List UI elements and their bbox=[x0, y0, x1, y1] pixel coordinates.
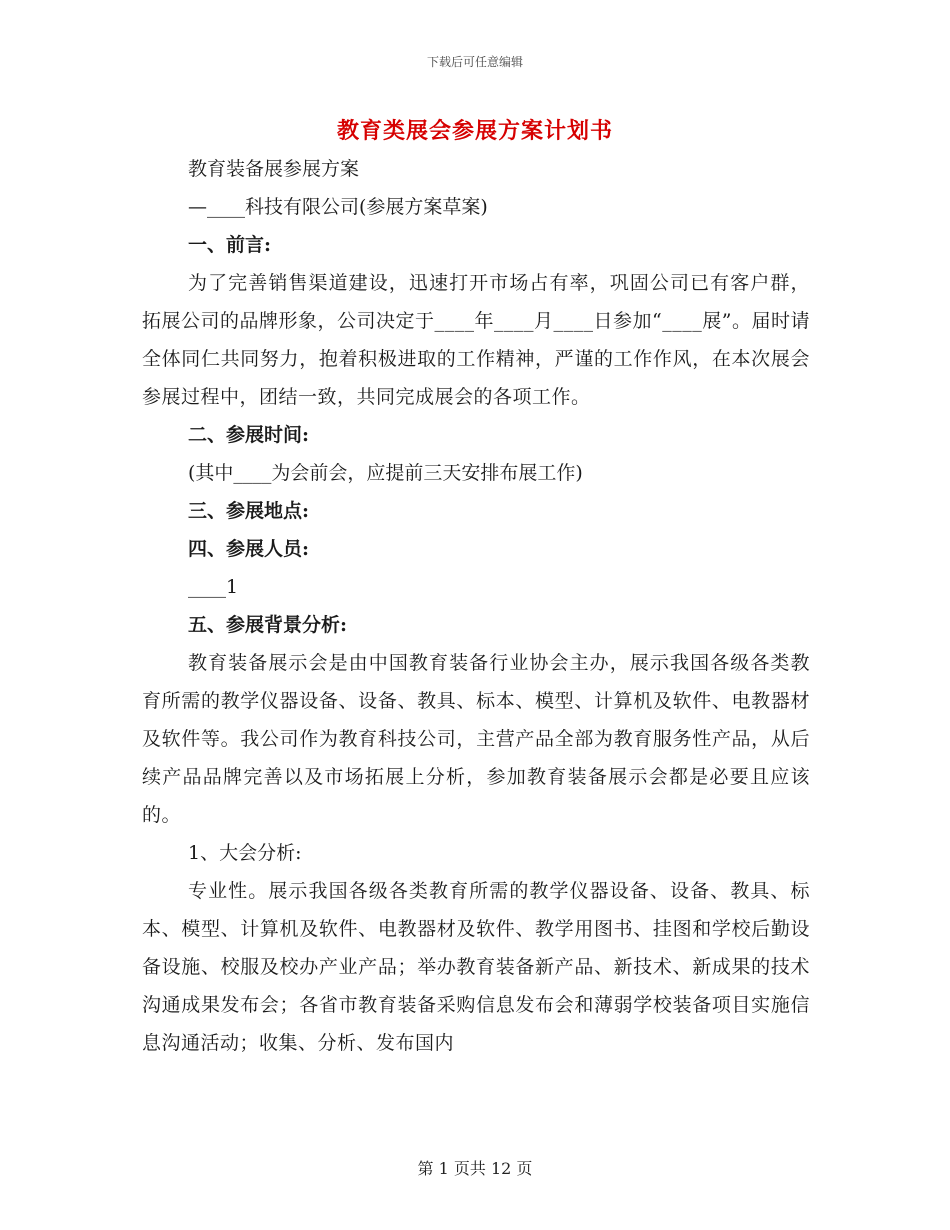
page-footer: 第 1 页共 12 页 bbox=[417, 1159, 533, 1178]
subsection-heading-analysis: 1、大会分析: bbox=[188, 842, 302, 864]
header-note: 下载后可任意编辑 bbox=[426, 55, 523, 69]
time-note: (其中____为会前会，应提前三天安排布展工作) bbox=[188, 462, 583, 484]
section-heading-location: 三、参展地点: bbox=[188, 500, 310, 522]
section-heading-background: 五、参展背景分析: bbox=[188, 614, 348, 636]
analysis-paragraph: 专业性。展示我国各级各类教育所需的教学仪器设备、设备、教具、标本、模型、计算机及软件、电教器材及软件、教学用图书、挂图和学校后勤设备设施、校服及校办产业产品；举办教育装备新产品、新技术、新成果的技术沟通成果发布会；各省市教育装备采购信息发布会和薄弱学校装备项目实施信息沟通活动；收集、分析、发布国内 bbox=[142, 880, 810, 1054]
document-title: 教育类展会参展方案计划书 bbox=[336, 118, 613, 144]
section-heading-staff: 四、参展人员: bbox=[188, 538, 310, 560]
company-line: —____科技有限公司(参展方案草案) bbox=[188, 196, 488, 218]
section-heading-preface: 一、前言: bbox=[188, 234, 272, 256]
staff-text: ____1 bbox=[188, 576, 239, 598]
section-heading-time: 二、参展时间: bbox=[188, 424, 310, 446]
preface-paragraph: 为了完善销售渠道建设，迅速打开市场占有率，巩固公司已有客户群，拓展公司的品牌形象，公司决定于____年____月____日参加“____展”。届时请全体同仁共同努力，抱着积极进取的工作精神，严谨的工作作风，在本次展会参展过程中，团结一致，共同完成展会的各项工作。 bbox=[142, 272, 810, 408]
background-paragraph: 教育装备展示会是由中国教育装备行业协会主办，展示我国各级各类教育所需的教学仪器设备、设备、教具、标本、模型、计算机及软件、电教器材及软件等。我公司作为教育科技公司，主营产品全部为教育服务性产品，从后续产品品牌完善以及市场拓展上分析，参加教育装备展示会都是必要且应该的。 bbox=[142, 652, 810, 826]
document-body bbox=[142, 150, 810, 1062]
subtitle: 教育装备展参展方案 bbox=[188, 158, 360, 180]
